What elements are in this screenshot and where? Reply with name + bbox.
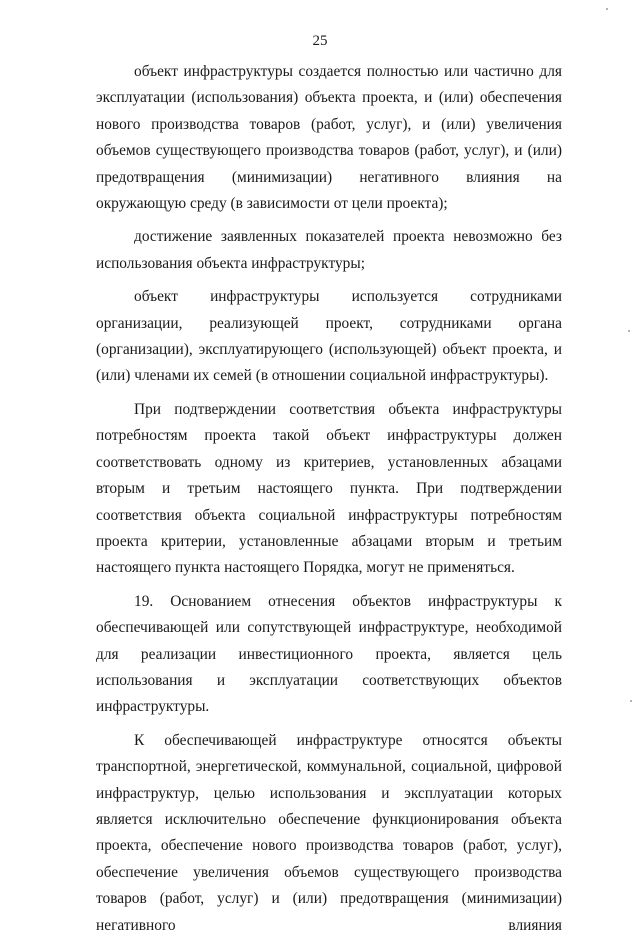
paragraph-indicators xyxy=(96,224,562,277)
text-line: для реализации инвестиционного проекта, является цель использования xyxy=(96,645,562,689)
text-line: потребностям проекта такой объект инфраструктуры должен xyxy=(96,427,562,445)
scan-speck xyxy=(606,8,608,10)
text-line: нового производства товаров (работ, услуг), и (или) увеличения объемов xyxy=(96,115,562,160)
text-line: без использования объекта инфраструктуры; xyxy=(96,228,562,272)
text-line: соответствовать одному из критериев, установленных абзацами вторым xyxy=(96,453,562,498)
paragraph-section-19 xyxy=(96,589,562,721)
text-line: объект инфраструктуры создается полностью или частично xyxy=(134,63,534,80)
text-line: и третьим настоящего пункта. При подтверждении соответствия объекта xyxy=(96,480,562,524)
scan-speck xyxy=(628,330,630,332)
text-line: обеспечение нового производства товаров (работ, услуг), обеспечение xyxy=(96,837,562,881)
paragraph-employees xyxy=(96,284,562,390)
scan-speck xyxy=(630,700,632,702)
text-line: и (или) предотвращения (минимизации) негативного влияния xyxy=(96,890,562,934)
text-line: и эксплуатации соответствующих объектов инфраструктуры. xyxy=(96,671,562,716)
text-line: и (или) предотвращения (минимизации) негативного влияния xyxy=(96,142,562,186)
text-line: к обеспечивающей или сопутствующей инфраструктуре, необходимой xyxy=(96,592,562,637)
text-line: эксплуатирующего (использующей) объект проекта, и (или) членами xyxy=(96,341,562,385)
text-line: увеличения объемов существующего производства товаров (работ, услуг) xyxy=(96,863,562,908)
text-line: настоящего Порядка, могут не применяться. xyxy=(224,559,515,577)
text-line: достижение заявленных показателей проекта невозможно xyxy=(134,228,533,246)
paragraph-supporting-infrastructure xyxy=(96,728,562,939)
page-number: 25 xyxy=(312,33,328,49)
text-line: на окружающую среду (в зависимости от цели проекта); xyxy=(96,168,562,213)
text-line: 19. Основанием отнесения объектов инфраструктуры xyxy=(134,592,538,610)
text-line: инфраструктур, целью использования и эксплуатации которых является xyxy=(96,784,562,828)
text-line: объект инфраструктуры используется сотрудниками организации, xyxy=(96,288,562,332)
text-line: для эксплуатации (использования) объекта проекта, и (или) обеспечения xyxy=(96,63,562,107)
text-line: социальной инфраструктуры потребностям проекта критерии, xyxy=(96,506,562,550)
text-line: К обеспечивающей инфраструктуре относятся объекты xyxy=(134,731,562,749)
text-line: существующего производства товаров (работ, услуг), xyxy=(155,142,510,160)
document-body xyxy=(96,59,562,939)
paragraph-infrastructure-purpose xyxy=(96,59,562,217)
text-line: их семей (в отношении социальной инфраструктуры). xyxy=(193,367,549,385)
text-line: При подтверждении соответствия объекта инфраструктуры xyxy=(134,400,562,418)
paragraph-compliance-confirmation xyxy=(96,397,562,582)
text-line: исключительно обеспечение функционирования объекта проекта, xyxy=(96,810,562,855)
text-line: реализующей проект, сотрудниками органа (организации), xyxy=(96,314,562,359)
text-line: установленные абзацами вторым и третьим настоящего пункта xyxy=(96,532,562,577)
text-line: транспортной, энергетической, коммунальной, социальной, цифровой xyxy=(96,758,562,776)
